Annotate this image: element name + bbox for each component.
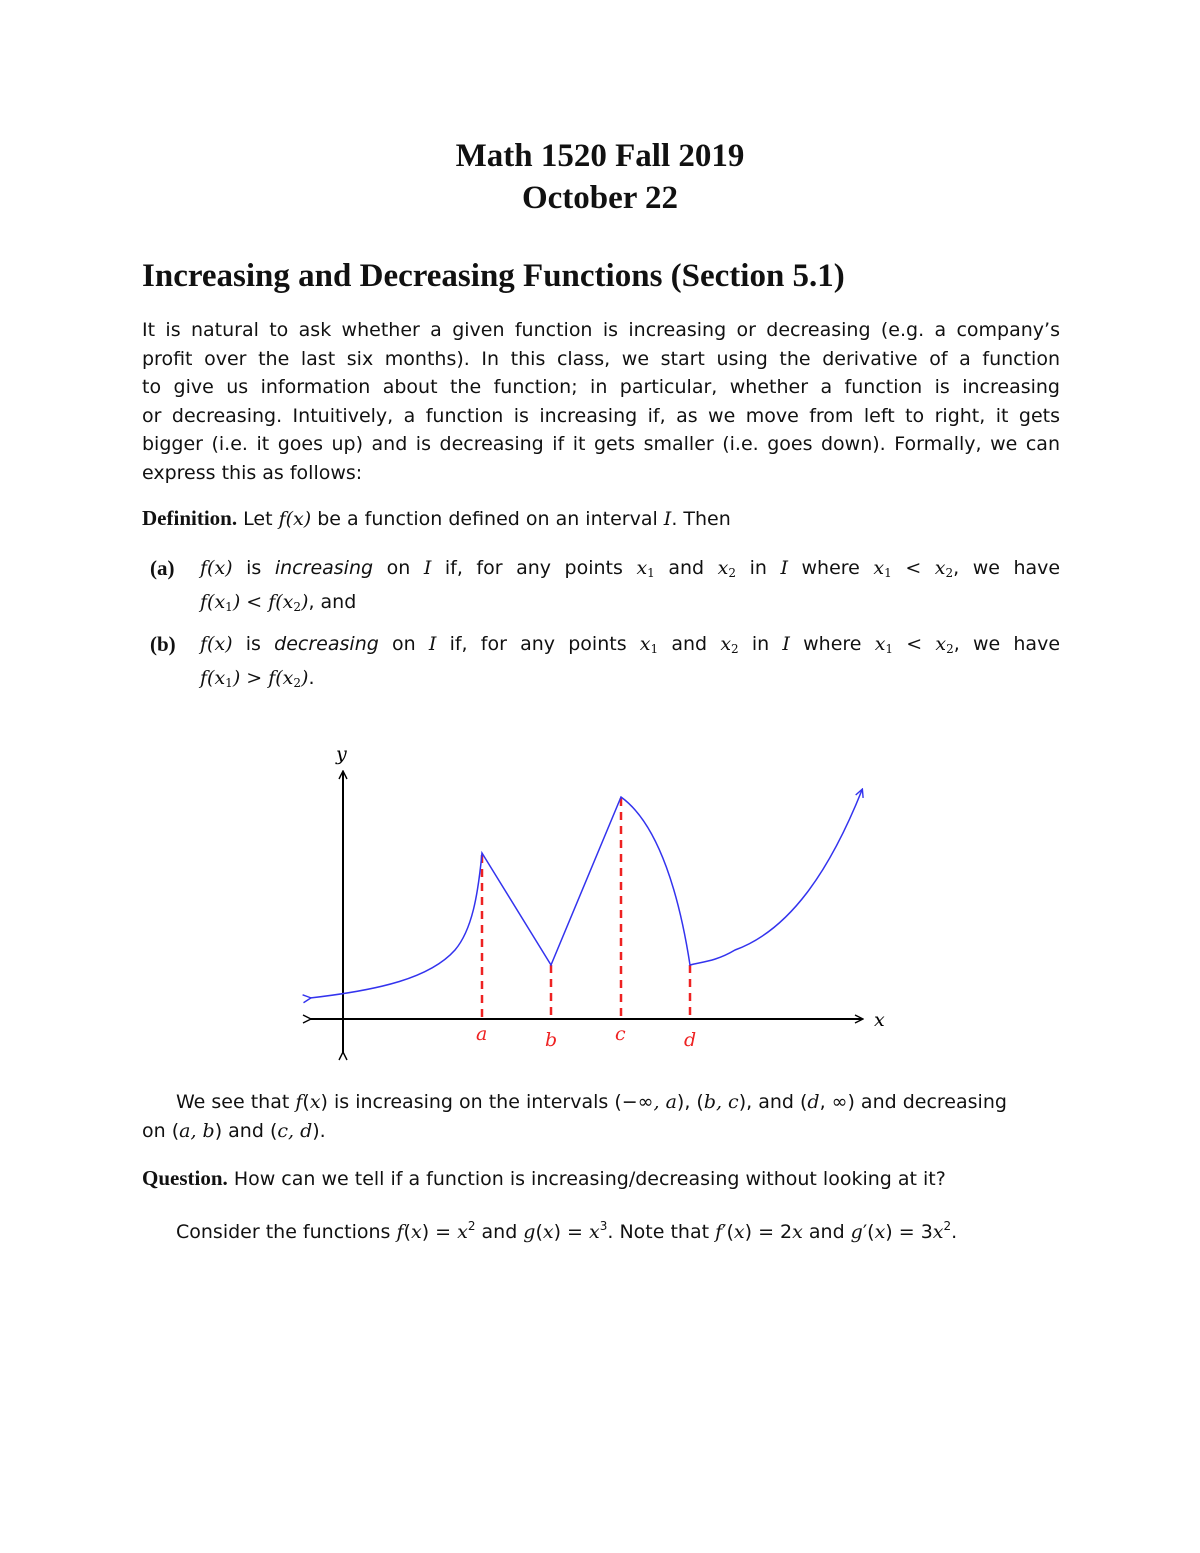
intro-line: express this as follows: [142, 461, 363, 484]
inequality: $f(x_1) > f(x_2)$ [200, 667, 309, 690]
lecture-date: October 22 [521, 180, 679, 216]
definition-label: Definition. [142, 506, 238, 530]
interval-symbol: I [423, 557, 432, 579]
intro-line: or decreasing. Intuitively, a function is increasing if, as we move from left to right, it gets [142, 404, 1060, 427]
x2-symbol: $x_2$ [720, 633, 739, 656]
x1-lt-x2: $x_1 < x_2$ [873, 557, 954, 580]
relation-symbol: > [246, 667, 263, 689]
item-tag: (b) [150, 632, 176, 656]
decreasing-term: decreasing [274, 633, 379, 655]
text-piece: where [803, 633, 862, 655]
text-piece: in [749, 557, 767, 579]
intro-line: to give us information about the function; in particular, whether a function is increasing [142, 376, 1060, 399]
consider-line: Consider the functions $f(x) = x^2$ and $g(x) = x^3$. Note that f′(x) = 2x and $g'(x) = 3x^2$. [176, 1219, 958, 1243]
text-piece: and [671, 633, 708, 655]
text-piece: , we have [953, 557, 1061, 579]
text-piece: , we have [953, 633, 1061, 655]
text-piece: , and [308, 591, 357, 613]
intro-line: It is natural to ask whether a given function is increasing or decreasing (e.g. a company’s [142, 319, 1060, 341]
x2-symbol: $x_2$ [717, 557, 737, 580]
x1-lt-x2: $x_1 < x_2$ [874, 633, 954, 656]
fx-symbol: f(x) [200, 557, 233, 579]
text-piece: . [308, 667, 315, 689]
question-text: How can we tell if a function is increasing/decreasing without looking at it? [233, 1168, 946, 1190]
x1-symbol: $x_1$ [639, 633, 659, 656]
text-piece: if, for any points [444, 557, 623, 579]
x-axis-label: x [874, 1009, 885, 1031]
fx-symbol: f(x) [278, 508, 312, 530]
inequality: $f(x_1) < f(x_2)$ [200, 591, 309, 614]
intro-line: profit over the last six months). In this class, we start using the derivative of a function [142, 347, 1060, 370]
x1-symbol: $x_1$ [636, 557, 655, 580]
text-piece: on [392, 633, 416, 655]
section-heading: Increasing and Decreasing Functions (Section 5.1) [142, 258, 845, 294]
point-label-c: c [615, 1023, 626, 1045]
text-piece: in [751, 633, 770, 655]
item-tag: (a) [150, 556, 175, 580]
course-title: Math 1520 Fall 2019 [455, 138, 745, 174]
interval-symbol: I [780, 557, 788, 579]
increasing-term: increasing [274, 557, 374, 579]
relation-symbol: < [246, 591, 263, 613]
interval-symbol: I [782, 633, 790, 655]
question-label: Question. [142, 1166, 228, 1190]
fx-symbol: f(x) [200, 633, 233, 655]
definition-text-prefix: Let [243, 508, 273, 530]
text-piece: is [245, 633, 261, 655]
conclusion-line-2: on (a, b) and (c, d). [142, 1120, 326, 1142]
definition-text-suffix: . Then [671, 508, 731, 530]
point-label-b: b [545, 1029, 558, 1051]
text-piece: where [801, 557, 860, 579]
question-line [142, 1164, 946, 1194]
conclusion-line-1: We see that f(x) is increasing on the intervals (−∞, a), (b, c), and (d, ∞) and decreasing [176, 1091, 1007, 1113]
intro-line: bigger (i.e. it goes up) and is decreasing if it gets smaller (i.e. goes down). Formally, we can [142, 433, 1060, 456]
definition-text-mid: be a function defined on an interval [317, 508, 658, 530]
point-label-a: a [476, 1023, 488, 1045]
text-piece: and [668, 557, 705, 579]
text-piece: is [246, 557, 262, 579]
function-curve [310, 790, 862, 998]
interval-symbol: I [663, 508, 672, 530]
text-piece: if, for any points [449, 633, 627, 655]
y-axis-label: y [336, 743, 347, 765]
interval-symbol: I [428, 633, 437, 655]
text-piece: on [386, 557, 411, 579]
point-label-d: d [684, 1029, 697, 1051]
